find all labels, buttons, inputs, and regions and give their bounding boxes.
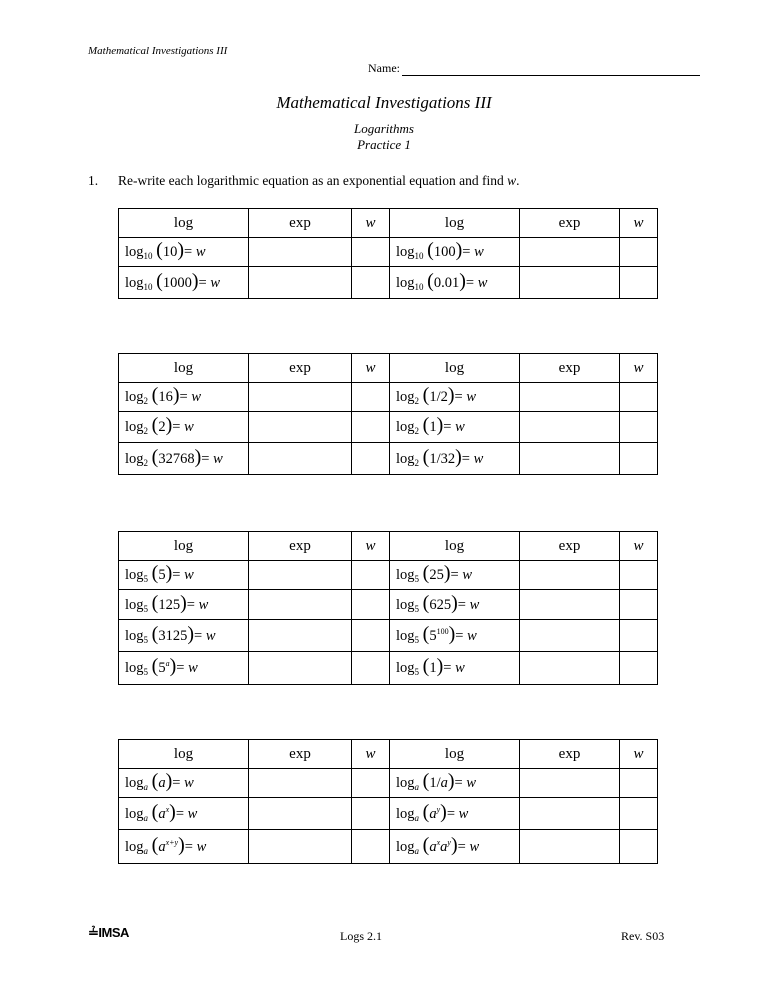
col-w: w	[352, 740, 390, 769]
col-exp: exp	[249, 740, 352, 769]
log-equation: $\log_2 (32768)= w$	[119, 443, 249, 475]
name-line[interactable]	[402, 63, 700, 76]
log-equation: $\log_{10} (100)= w$	[390, 238, 520, 267]
question-number: 1.	[88, 173, 99, 188]
exp-cell[interactable]	[520, 267, 620, 299]
practice-label: Practice 1	[357, 137, 411, 152]
log-equation: $\log_5 (5^a)= w$	[119, 652, 249, 685]
col-w: w	[620, 209, 658, 238]
exp-cell[interactable]	[520, 590, 620, 620]
w-cell[interactable]	[352, 443, 390, 475]
question-text: Re-write each logarithmic equation as an exponential equation and find	[118, 173, 504, 188]
log-equation: $\log_a (a^xa^y)= w$	[390, 830, 520, 864]
w-cell[interactable]	[352, 383, 390, 412]
log-table-base5	[118, 531, 658, 685]
question-end: .	[516, 173, 520, 188]
w-cell[interactable]	[620, 769, 658, 798]
logo-mark-icon: ≟	[88, 925, 99, 940]
imsa-logo: ≟IMSA	[88, 925, 129, 940]
log-equation: $\log_5 (25)= w$	[390, 561, 520, 590]
log-equation: $\log_a (a^y)= w$	[390, 798, 520, 830]
w-cell[interactable]	[620, 652, 658, 685]
w-cell[interactable]	[620, 443, 658, 475]
col-w: w	[620, 354, 658, 383]
exp-cell[interactable]	[249, 267, 352, 299]
exp-cell[interactable]	[249, 383, 352, 412]
w-cell[interactable]	[352, 590, 390, 620]
w-cell[interactable]	[352, 238, 390, 267]
log-equation: $\log_2 (1/2)= w$	[390, 383, 520, 412]
exp-cell[interactable]	[249, 412, 352, 443]
col-w: w	[620, 740, 658, 769]
w-cell[interactable]	[620, 383, 658, 412]
w-cell[interactable]	[352, 830, 390, 864]
log-equation: $\log_a (a^x)= w$	[119, 798, 249, 830]
w-cell[interactable]	[352, 561, 390, 590]
log-equation: $\log_5 (1)= w$	[390, 652, 520, 685]
w-cell[interactable]	[620, 238, 658, 267]
col-w: w	[352, 209, 390, 238]
col-w: w	[352, 532, 390, 561]
name-label: Name:	[368, 61, 400, 75]
course-header: Mathematical Investigations III	[88, 45, 228, 57]
name-field[interactable]	[368, 61, 700, 76]
page-title: Mathematical Investigations III	[276, 93, 492, 112]
w-cell[interactable]	[620, 267, 658, 299]
exp-cell[interactable]	[249, 769, 352, 798]
col-log: log	[119, 209, 249, 238]
exp-cell[interactable]	[249, 652, 352, 685]
log-equation: $\log_5 (5)= w$	[119, 561, 249, 590]
exp-cell[interactable]	[520, 830, 620, 864]
log-table-base10	[118, 208, 658, 299]
col-log: log	[119, 532, 249, 561]
col-w: w	[352, 354, 390, 383]
col-log: log	[119, 354, 249, 383]
w-cell[interactable]	[620, 412, 658, 443]
log-table-base2	[118, 353, 658, 475]
exp-cell[interactable]	[249, 798, 352, 830]
col-log: log	[390, 532, 520, 561]
log-equation: $\log_2 (2)= w$	[119, 412, 249, 443]
log-equation: $\log_a (a^{x+y})= w$	[119, 830, 249, 864]
exp-cell[interactable]	[520, 561, 620, 590]
w-cell[interactable]	[352, 798, 390, 830]
log-table-base-a	[118, 739, 658, 864]
footer-revision: Rev. S03	[621, 929, 665, 943]
w-cell[interactable]	[620, 798, 658, 830]
log-equation: $\log_a (1/a)= w$	[390, 769, 520, 798]
exp-cell[interactable]	[249, 590, 352, 620]
exp-cell[interactable]	[520, 620, 620, 652]
w-cell[interactable]	[620, 590, 658, 620]
log-equation: $\log_{10} (1000)= w$	[119, 267, 249, 299]
col-exp: exp	[520, 209, 620, 238]
exp-cell[interactable]	[520, 652, 620, 685]
exp-cell[interactable]	[249, 561, 352, 590]
exp-cell[interactable]	[520, 798, 620, 830]
col-log: log	[390, 354, 520, 383]
col-exp: exp	[520, 354, 620, 383]
question-1	[88, 173, 520, 189]
w-cell[interactable]	[620, 561, 658, 590]
log-equation: $\log_2 (16)= w$	[119, 383, 249, 412]
col-w: w	[620, 532, 658, 561]
exp-cell[interactable]	[520, 238, 620, 267]
col-exp: exp	[249, 209, 352, 238]
w-cell[interactable]	[352, 769, 390, 798]
w-cell[interactable]	[352, 620, 390, 652]
col-exp: exp	[249, 354, 352, 383]
footer-center: Logs 2.1	[340, 929, 382, 943]
w-cell[interactable]	[620, 620, 658, 652]
exp-cell[interactable]	[249, 443, 352, 475]
subtitle: Logarithms	[354, 121, 414, 136]
exp-cell[interactable]	[520, 769, 620, 798]
col-exp: exp	[249, 532, 352, 561]
col-exp: exp	[520, 532, 620, 561]
question-var: w	[507, 173, 517, 188]
w-cell[interactable]	[620, 830, 658, 864]
log-equation: $\log_a (a)= w$	[119, 769, 249, 798]
col-log: log	[119, 740, 249, 769]
col-log: log	[390, 209, 520, 238]
log-equation: $\log_2 (1)= w$	[390, 412, 520, 443]
log-equation: $\log_5 (5^{100})= w$	[390, 620, 520, 652]
w-cell[interactable]	[352, 652, 390, 685]
col-exp: exp	[520, 740, 620, 769]
log-equation: $\log_{10} (0.01)= w$	[390, 267, 520, 299]
exp-cell[interactable]	[520, 412, 620, 443]
exp-cell[interactable]	[520, 443, 620, 475]
log-equation: $\log_5 (625)= w$	[390, 590, 520, 620]
log-equation: $\log_5 (3125)= w$	[119, 620, 249, 652]
log-equation: $\log_5 (125)= w$	[119, 590, 249, 620]
exp-cell[interactable]	[520, 383, 620, 412]
exp-cell[interactable]	[249, 620, 352, 652]
log-equation: $\log_2 (1/32)= w$	[390, 443, 520, 475]
exp-cell[interactable]	[249, 830, 352, 864]
w-cell[interactable]	[352, 267, 390, 299]
log-equation: $\log_{10} (10)= w$	[119, 238, 249, 267]
w-cell[interactable]	[352, 412, 390, 443]
exp-cell[interactable]	[249, 238, 352, 267]
col-log: log	[390, 740, 520, 769]
